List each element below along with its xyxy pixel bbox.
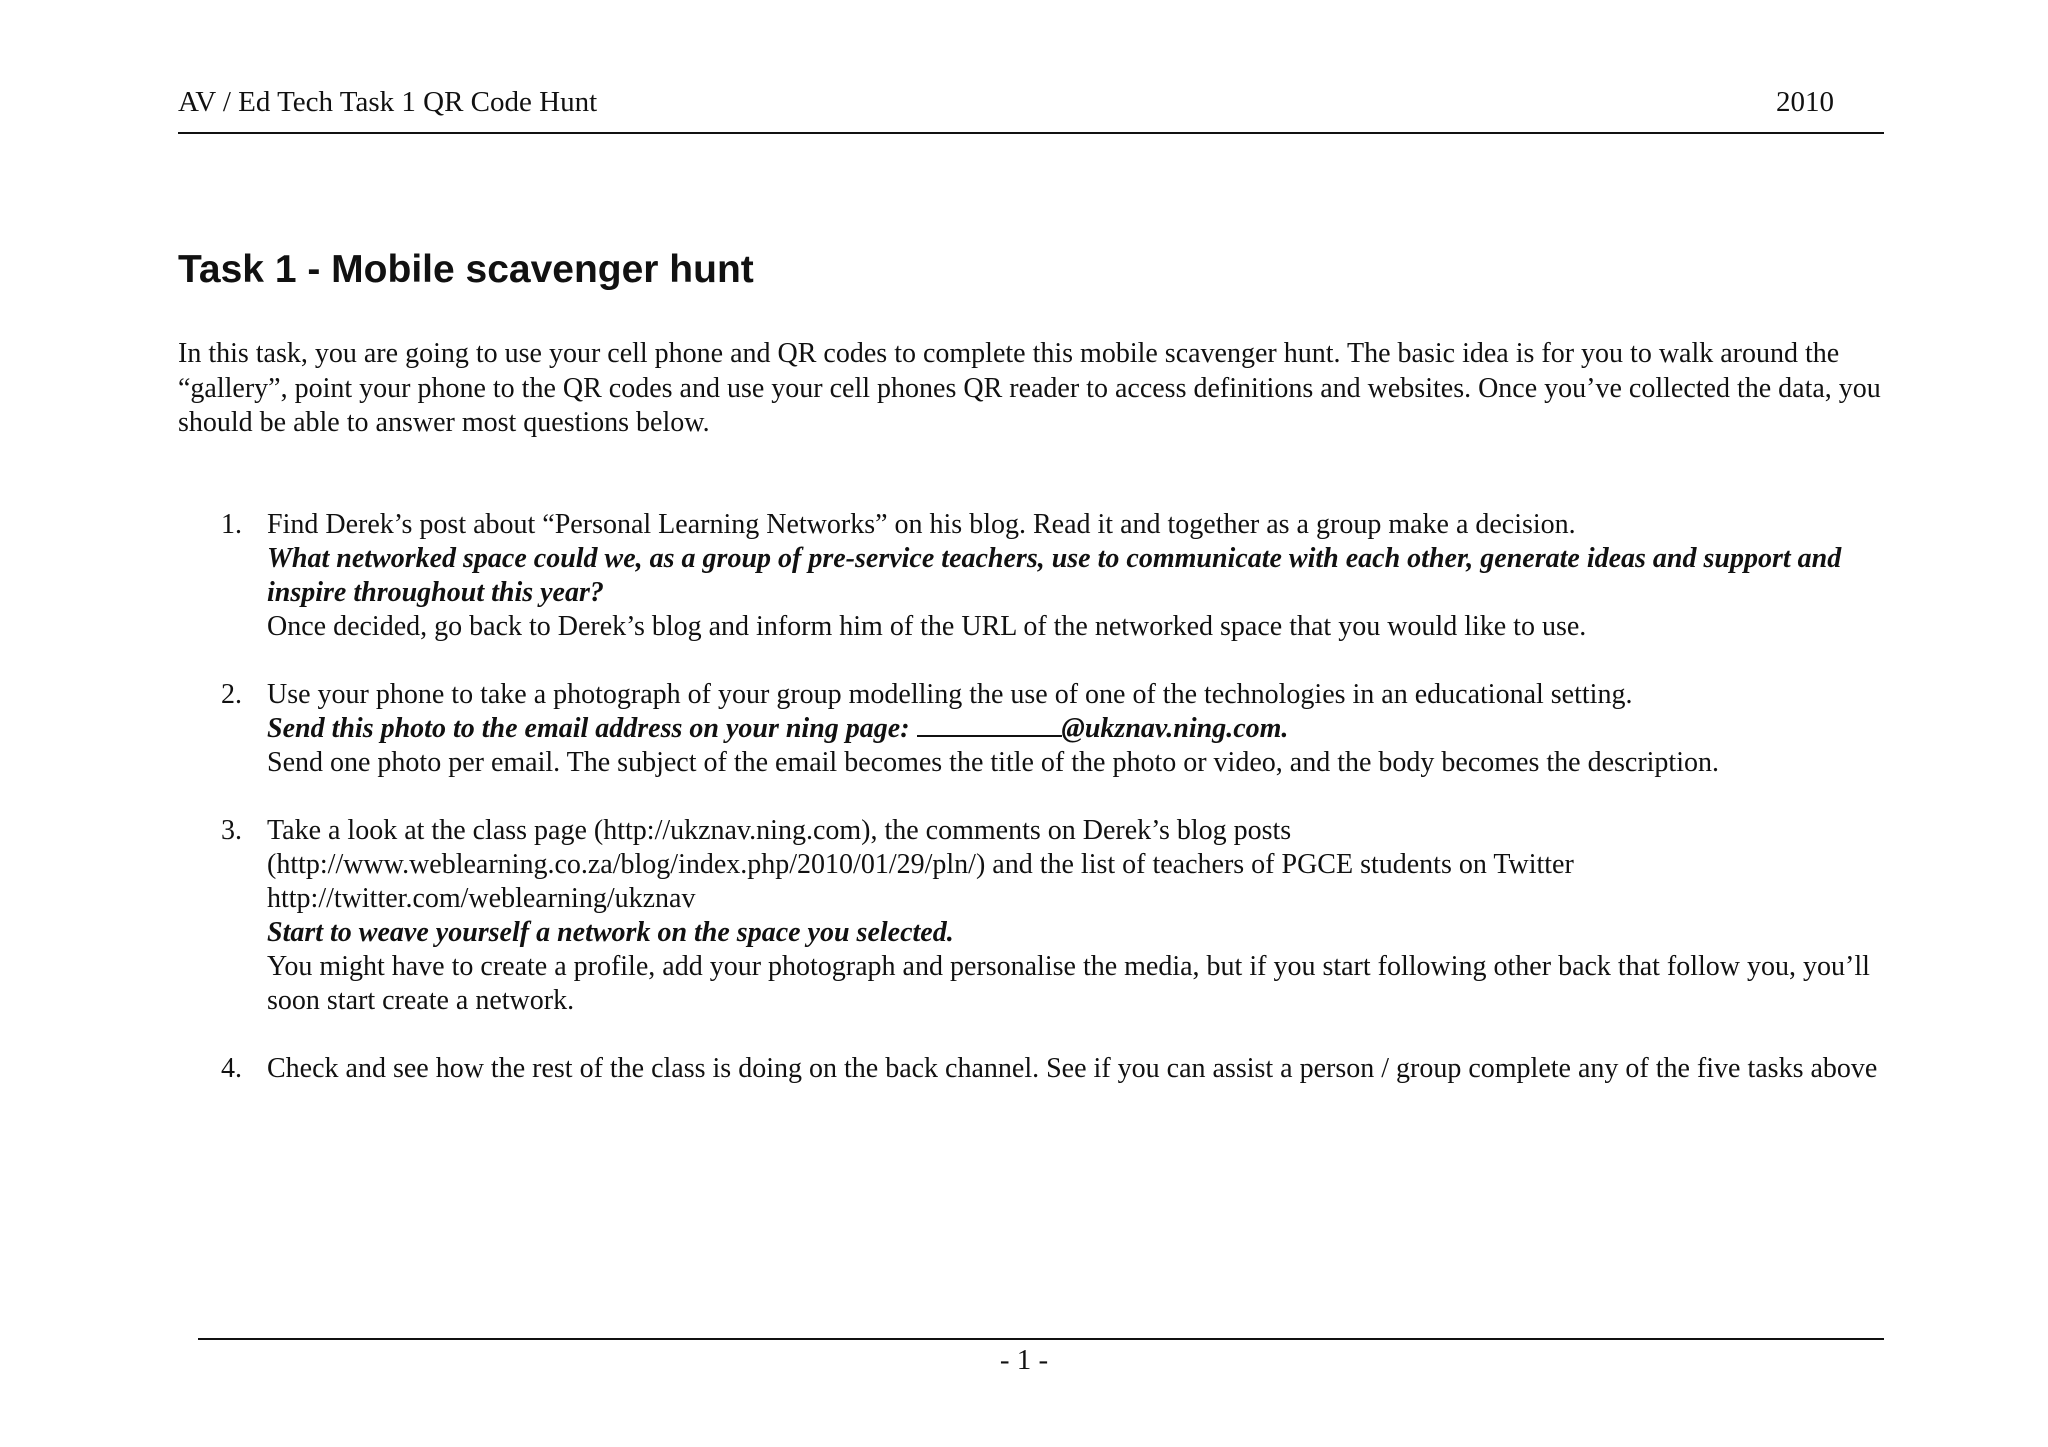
- task-question: Start to weave yourself a network on the space you selected.: [267, 917, 954, 948]
- task-number: 4.: [221, 1053, 242, 1084]
- page-number: - 1 -: [999, 1344, 1049, 1376]
- task-text: Use your phone to take a photograph of your group modelling the use of one of the technologies in an educational setting.: [267, 679, 1633, 710]
- task-number: 1.: [221, 509, 242, 540]
- email-domain: @ukznav.ning.com.: [1061, 713, 1289, 744]
- footer-divider: [198, 1338, 1884, 1340]
- task-item-3: [178, 814, 1908, 1018]
- task-text: Find Derek’s post about “Personal Learning Networks” on his blog. Read it and together as a group make a decision.: [267, 509, 1576, 540]
- task-number: 2.: [221, 679, 242, 710]
- task-item-2: [178, 678, 1908, 780]
- email-instruction: Send this photo to the email address on your ning page:: [267, 713, 917, 744]
- header-year: 2010: [1776, 86, 1834, 118]
- task-instruction: You might have to create a profile, add your photograph and personalise the media, but if you start following other back that follow you, you’ll soon start create a network.: [267, 951, 1870, 1016]
- task-instruction: Send one photo per email. The subject of the email becomes the title of the photo or video, and the body becomes the description.: [267, 747, 1719, 778]
- task-item-4: [178, 1052, 1908, 1086]
- task-question: What networked space could we, as a group of pre-service teachers, use to communicate with each other, generate ideas and support and inspire throughout this year?: [267, 543, 1842, 608]
- task-instruction: Once decided, go back to Derek’s blog and inform him of the URL of the networked space that you would like to use.: [267, 611, 1587, 642]
- page-header: [178, 86, 1884, 134]
- task-text: Take a look at the class page (http://ukznav.ning.com), the comments on Derek’s blog posts (http://www.weblearning.co.za/blog/index.php/2010/01/29/pln/) and the list of teachers of PGCE students on Twitter http://twitter.com/weblearning/ukznav: [267, 815, 1574, 914]
- task-list: [178, 508, 1908, 1086]
- list-spacer: [178, 1018, 1908, 1052]
- task-item-1: [178, 508, 1908, 644]
- page-title: Task 1 - Mobile scavenger hunt: [178, 248, 754, 291]
- email-blank-line: [917, 713, 1062, 737]
- intro-paragraph: In this task, you are going to use your cell phone and QR codes to complete this mobile scavenger hunt. The basic idea is for you to walk around the “gallery”, point your phone to the QR codes and use your cell phones QR reader to access definitions and websites. Once you’ve collected the data, you should be able to answer most questions below.: [178, 338, 1881, 438]
- header-title: AV / Ed Tech Task 1 QR Code Hunt: [178, 86, 598, 118]
- task-text: Check and see how the rest of the class is doing on the back channel. See if you can assist a person / group complete any of the five tasks above: [267, 1053, 1878, 1084]
- task-number: 3.: [221, 815, 242, 846]
- list-spacer: [178, 780, 1908, 814]
- task-question: [267, 712, 1908, 746]
- list-spacer: [178, 644, 1908, 678]
